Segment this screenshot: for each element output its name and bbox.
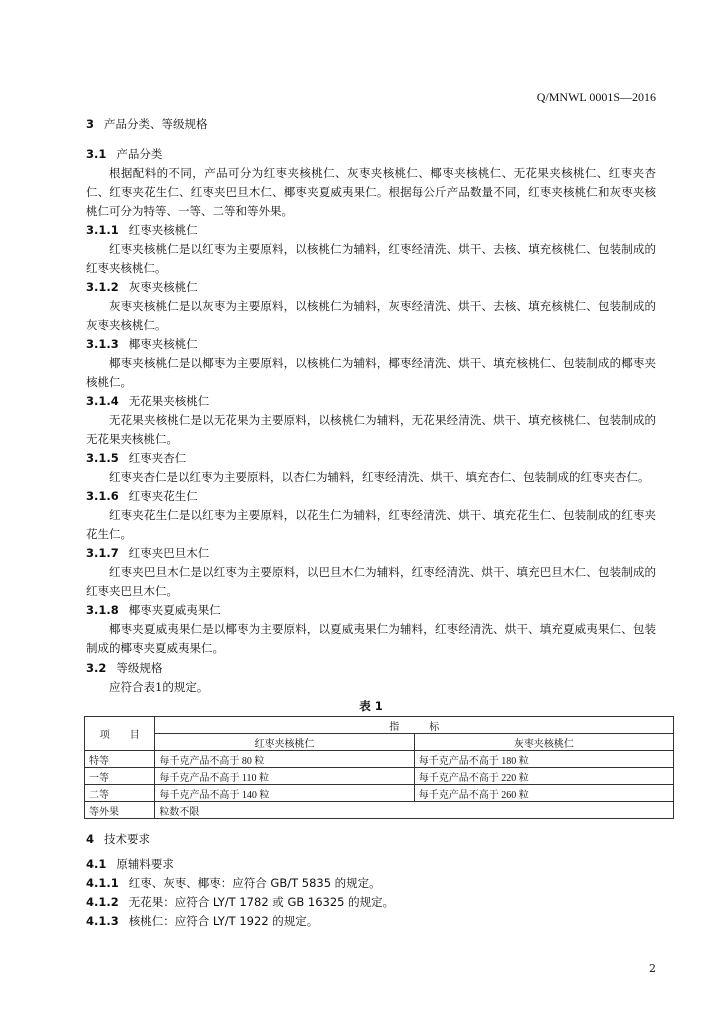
requirement-title: 无花果： [128, 895, 175, 909]
standard-code: Q/MNWL 0001S—2016 [536, 90, 656, 104]
table-header-col1: 红枣夹核桃仁 [155, 734, 414, 751]
section-title: 技术要求 [104, 832, 151, 846]
sub-6 [86, 487, 656, 544]
subsection-number: 3.1.7 [86, 546, 119, 560]
sub-7 [86, 544, 656, 601]
value-cell: 每千克产品不高于 80 粒 [155, 751, 414, 768]
grade-cell: 一等 [85, 768, 155, 785]
table-header-col2: 灰枣夹核桃仁 [414, 734, 673, 751]
subsection-title: 红枣夹杏仁 [128, 451, 187, 465]
grade-cell: 特等 [85, 751, 155, 768]
grade-cell: 等外果 [85, 802, 155, 819]
page-number: 2 [649, 962, 656, 975]
section-number: 3.1 [86, 147, 107, 161]
subsection-paragraph: 红枣夹花生仁是以红枣为主要原料，以花生仁为辅料，红枣经清洗、烘干、填充花生仁、包装制成的红枣夹花生仁。 [86, 508, 656, 541]
table-row [85, 751, 674, 768]
value-cell: 每千克产品不高于 110 粒 [155, 768, 414, 785]
requirement-title: 红枣、灰枣、椰枣： [128, 876, 233, 890]
subsection-heading [86, 601, 656, 620]
subsection-number: 3.1.5 [86, 451, 119, 465]
subsection-heading [86, 221, 656, 240]
subsection-paragraph: 椰枣夹夏威夷果仁是以椰枣为主要原料，以夏威夷果仁为辅料，红枣经清洗、烘干、填充夏威夷果仁、包装制成的椰枣夹夏威夷果仁。 [86, 622, 656, 655]
subsection-title: 红枣夹花生仁 [128, 489, 198, 503]
requirement-text: 应符合 GB/T 5835 的规定。 [232, 876, 381, 890]
subsection-heading [86, 335, 656, 354]
section-4-1-heading [86, 854, 656, 874]
subsection-title: 椰枣夹核桃仁 [128, 337, 198, 351]
sub-1 [86, 221, 656, 278]
section-number: 4 [86, 832, 95, 846]
subsection-heading [86, 544, 656, 563]
subsection-paragraph: 灰枣夹核桃仁是以灰枣为主要原料，以核桃仁为辅料，灰枣经清洗、烘干、去核、填充核桃仁、包装制成的灰枣夹核桃仁。 [86, 299, 656, 332]
subsection-heading [86, 487, 656, 506]
section-3-1-paragraph: 根据配料的不同，产品可分为红枣夹核桃仁、灰枣夹核桃仁、椰枣夹核桃仁、无花果夹核桃仁、红枣夹杏仁、红枣夹花生仁、红枣夹巴旦木仁、椰枣夹夏威夷果仁。根据每公斤产品数量不同，红枣夹核桃仁和灰枣夹核桃仁可分为特等、一等、二等和等外果。 [86, 166, 656, 218]
subsection-title: 椰枣夹夏威夷果仁 [128, 603, 221, 617]
requirement-item [86, 874, 656, 893]
subsection-heading [86, 449, 656, 468]
subsection-title: 无花果夹核桃仁 [128, 394, 210, 408]
requirement-number: 4.1.2 [86, 895, 119, 909]
subsection-heading [86, 278, 656, 297]
subsection-paragraph: 红枣夹巴旦木仁是以红枣为主要原料，以巴旦木仁为辅料，红枣经清洗、烘干、填充巴旦木仁、包装制成的红枣夹巴旦木仁。 [86, 565, 656, 598]
value-cell: 每千克产品不高于 220 粒 [414, 768, 673, 785]
requirement-item [86, 893, 656, 912]
subsection-paragraph: 红枣夹杏仁是以红枣为主要原料，以杏仁为辅料，红枣经清洗、烘干、填充杏仁、包装制成的红枣夹杏仁。 [109, 470, 650, 484]
value-cell: 每千克产品不高于 140 粒 [155, 785, 414, 802]
section-number: 4.1 [86, 857, 107, 871]
subsection-paragraph: 红枣夹核桃仁是以红枣为主要原料，以核桃仁为辅料，红枣经清洗、烘干、去核、填充核桃仁、包装制成的红枣夹核桃仁。 [86, 242, 656, 275]
sub-3 [86, 335, 656, 392]
table-title: 表 1 [359, 699, 383, 713]
sub-5 [86, 449, 656, 487]
table-row [85, 768, 674, 785]
subsection-paragraph: 无花果夹核桃仁是以无花果为主要原料，以核桃仁为辅料，无花果经清洗、烘干、填充核桃仁、包装制成的无花果夹核桃仁。 [86, 413, 656, 446]
subsection-number: 3.1.8 [86, 603, 119, 617]
subsection-paragraph: 椰枣夹核桃仁是以椰枣为主要原料，以核桃仁为辅料，椰枣经清洗、烘干、填充核桃仁、包装制成的椰枣夹核桃仁。 [86, 356, 656, 389]
document-body [86, 113, 656, 931]
subsection-title: 红枣夹核桃仁 [128, 223, 198, 237]
value-cell: 粒数不限 [155, 802, 674, 819]
section-3-2-heading [86, 658, 656, 678]
subsection-number: 3.1.4 [86, 394, 119, 408]
section-number: 3.2 [86, 661, 107, 675]
grade-spec-table [84, 716, 674, 819]
section-4-heading [86, 828, 656, 850]
value-cell: 每千克产品不高于 260 粒 [414, 785, 673, 802]
sub-8 [86, 601, 656, 658]
requirement-text: 应符合 LY/T 1782 或 GB 16325 的规定。 [174, 895, 395, 909]
table-header-index: 指 标 [155, 717, 674, 734]
requirement-number: 4.1.1 [86, 876, 119, 890]
section-title: 产品分类、等级规格 [104, 117, 208, 131]
section-number: 3 [86, 117, 95, 131]
subsection-title: 红枣夹巴旦木仁 [128, 546, 210, 560]
section-title: 原辅料要求 [116, 857, 174, 871]
requirement-item [86, 912, 656, 931]
table-row [85, 785, 674, 802]
section-title: 产品分类 [116, 147, 163, 161]
sub-4 [86, 392, 656, 449]
subsection-number: 3.1.3 [86, 337, 119, 351]
requirement-number: 4.1.3 [86, 914, 119, 928]
subsection-heading [86, 392, 656, 411]
section-3-heading [86, 113, 656, 135]
subsection-number: 3.1.1 [86, 223, 119, 237]
table-row [85, 802, 674, 819]
subsection-number: 3.1.2 [86, 280, 119, 294]
sub-2 [86, 278, 656, 335]
section-title: 等级规格 [116, 661, 163, 675]
section-3-2-paragraph: 应符合表1的规定。 [109, 680, 209, 694]
value-cell: 每千克产品不高于 180 粒 [414, 751, 673, 768]
table-header-item: 项 目 [85, 717, 155, 751]
requirement-text: 应符合 LY/T 1922 的规定。 [174, 914, 319, 928]
requirement-title: 核桃仁： [128, 914, 175, 928]
section-3-1-heading [86, 144, 656, 164]
subsection-number: 3.1.6 [86, 489, 119, 503]
grade-cell: 二等 [85, 785, 155, 802]
subsection-title: 灰枣夹核桃仁 [128, 280, 198, 294]
